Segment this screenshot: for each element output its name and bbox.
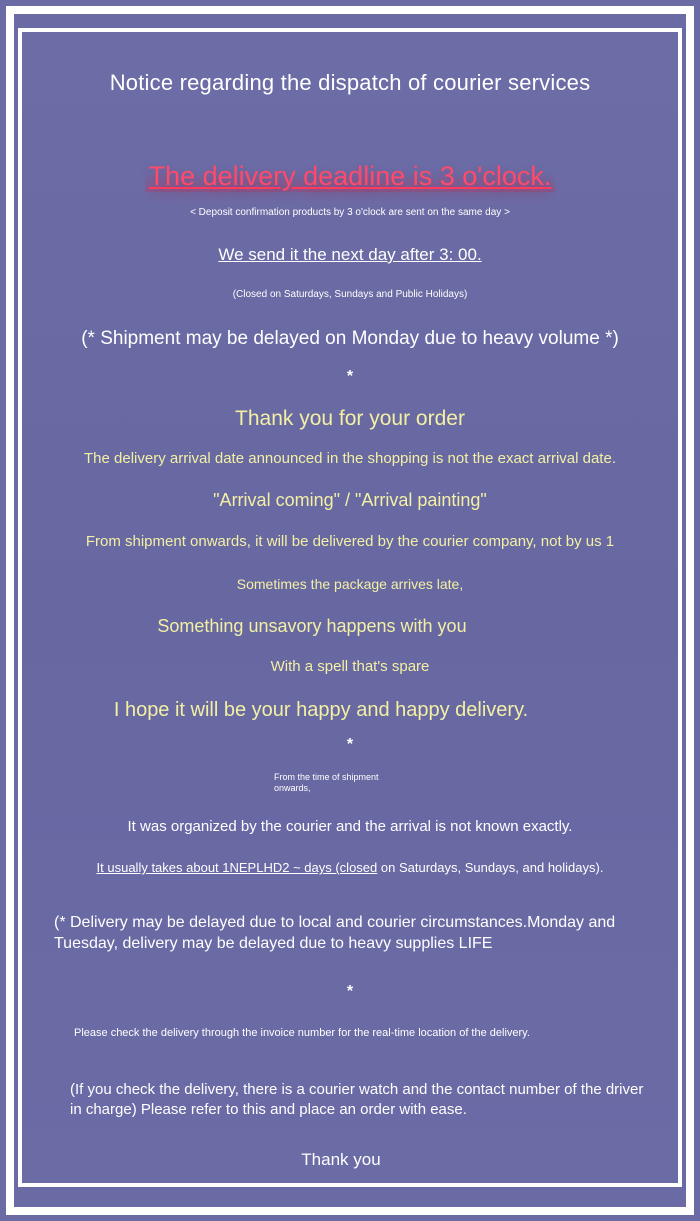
- check-invoice-text: Please check the delivery through the invoice number for the real-time location of the delivery.: [74, 1027, 530, 1039]
- deposit-note: < Deposit confirmation products by 3 o'clock are sent on the same day >: [190, 207, 510, 218]
- separator-star: *: [346, 368, 354, 385]
- deadline-text: The delivery deadline is 3 o'clock.: [145, 161, 556, 192]
- next-day-block: [0, 245, 700, 265]
- separator-star: *: [346, 983, 354, 1000]
- spell-text: With a spell that's spare: [270, 658, 430, 675]
- organized-text: It was organized by the courier and the arrival is not known exactly.: [127, 818, 573, 835]
- arrival-date-text: The delivery arrival date announced in the shopping is not the exact arrival date.: [84, 450, 616, 467]
- from-time-text: From the time of shipment onwards,: [274, 772, 379, 793]
- closed-note: (Closed on Saturdays, Sundays and Public Holidays): [232, 289, 468, 300]
- inner-frame: [18, 28, 682, 1187]
- next-day-text: We send it the next day after 3: 00.: [218, 245, 482, 264]
- courier-company-text: From shipment onwards, it will be delivered by the courier company, not by us 1: [85, 533, 615, 550]
- thanks-order-heading: Thank you for your order: [235, 407, 465, 430]
- separator-star: *: [346, 736, 354, 753]
- delay-local-text: (* Delivery may be delayed due to local and courier circumstances.Monday and Tuesday, delivery may be delayed due to heavy supplies LIFE: [54, 914, 616, 952]
- deadline-block: [0, 161, 700, 192]
- usually-block: [0, 859, 700, 877]
- arrives-late-text: Sometimes the package arrives late,: [236, 576, 464, 592]
- arrival-coming-text: "Arrival coming" / "Arrival painting": [213, 490, 487, 510]
- happy-delivery-text: I hope it will be your happy and happy delivery.: [113, 699, 529, 721]
- shipment-delay-note: (* Shipment may be delayed on Monday due to heavy volume *): [81, 328, 619, 349]
- usually-rest: on Saturdays, Sundays, and holidays).: [377, 860, 604, 875]
- unsavory-text: Something unsavory happens with you: [157, 616, 467, 636]
- usually-text: [97, 860, 604, 875]
- if-check-text: (If you check the delivery, there is a courier watch and the contact number of the driver in charge) Please refer to this and place an order with ease.: [70, 1081, 644, 1118]
- notice-title: Notice regarding the dispatch of courier services: [109, 70, 591, 95]
- usually-underlined: It usually takes about 1NEPLHD2 ~ days (closed: [96, 860, 378, 875]
- thank-you-text: Thank you: [301, 1150, 381, 1169]
